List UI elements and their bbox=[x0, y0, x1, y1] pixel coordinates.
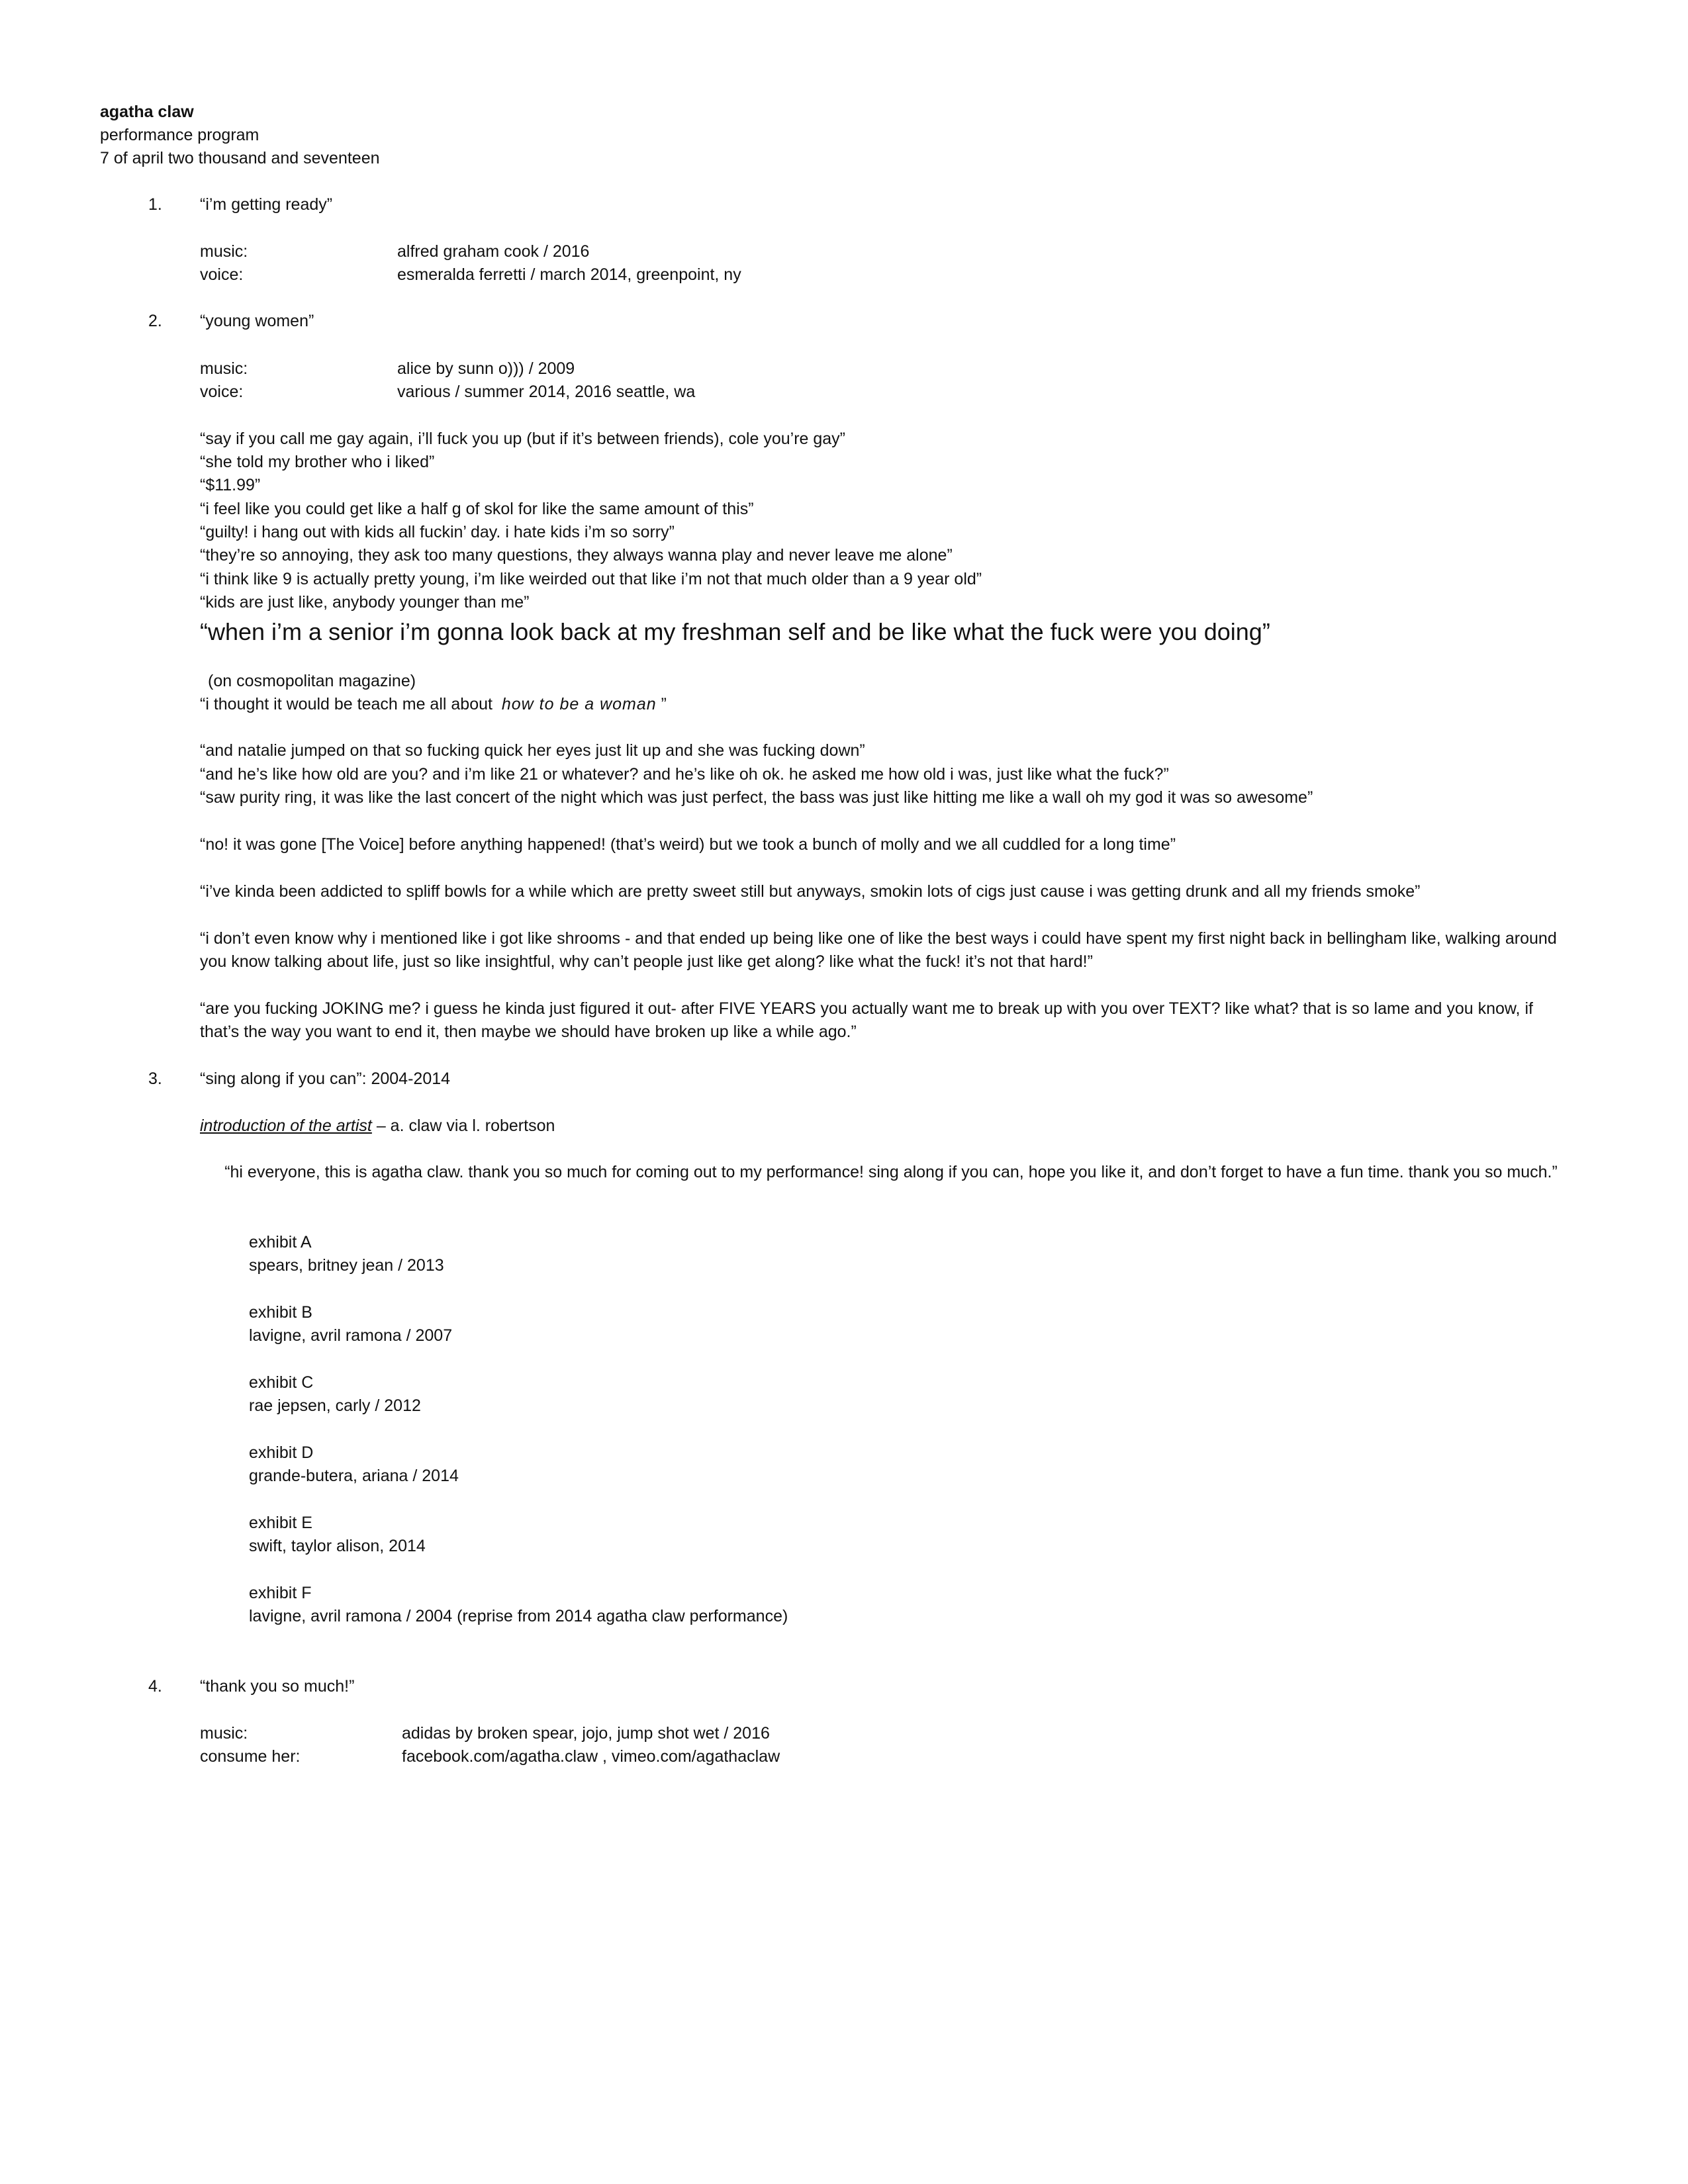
piece-number: 4. bbox=[148, 1677, 162, 1696]
exhibit-detail: rae jepsen, carly / 2012 bbox=[249, 1396, 421, 1415]
introduction-credit: – a. claw via l. robertson bbox=[371, 1116, 555, 1135]
quote-line: “kids are just like, anybody younger than me” bbox=[200, 593, 530, 612]
quote-line: “they’re so annoying, they ask too many questions, they always wanna play and never leave me alone” bbox=[200, 546, 953, 565]
piece-title: “young women” bbox=[200, 312, 314, 330]
quote-line: “i think like 9 is actually pretty young, i’m like weirded out that like i’m not that much older than a 9 year old” bbox=[200, 570, 982, 588]
exhibit-label: exhibit E bbox=[249, 1514, 312, 1532]
piece-title: “i’m getting ready” bbox=[200, 195, 333, 214]
exhibit-label: exhibit B bbox=[249, 1303, 312, 1322]
exhibit-label: exhibit F bbox=[249, 1584, 312, 1602]
credit-value: alice by sunn o))) / 2009 bbox=[397, 359, 575, 378]
credit-label: voice: bbox=[200, 383, 244, 401]
credit-label: music: bbox=[200, 359, 248, 378]
artist-name: agatha claw bbox=[100, 103, 194, 121]
quote-line: “and he’s like how old are you? and i’m like 21 or whatever? and he’s like oh ok. he asked me how old i was, just like what the fuck?” bbox=[200, 765, 1169, 784]
exhibit-detail: grande-butera, ariana / 2014 bbox=[249, 1467, 459, 1485]
quote-line: “i’ve kinda been addicted to spliff bowls for a while which are pretty sweet still but anyways, smokin lots of cigs just cause i was getting drunk and all my friends smoke” bbox=[200, 882, 1421, 901]
exhibit-detail: lavigne, avril ramona / 2004 (reprise from 2014 agatha claw performance) bbox=[249, 1607, 788, 1625]
piece-number: 2. bbox=[148, 312, 162, 330]
performance-date: 7 of april two thousand and seventeen bbox=[100, 149, 380, 167]
quote-line: “saw purity ring, it was like the last concert of the night which was just perfect, the bass was just like hitting me like a wall oh my god it was so awesome” bbox=[200, 788, 1313, 807]
piece-number: 3. bbox=[148, 1069, 162, 1088]
exhibit-label: exhibit A bbox=[249, 1233, 312, 1251]
quote-paragraph: “i don’t even know why i mentioned like i got like shrooms - and that ended up being like one of like the best ways i could have spent my first night back in bellingham like, walking around you know talking about life, just so like insightful, why can’t people just like get along? like what the fuck! it’s not that hard!” bbox=[200, 929, 1557, 971]
credit-value: facebook.com/agatha.claw , vimeo.com/agathaclaw bbox=[402, 1747, 780, 1766]
quote-line: “and natalie jumped on that so fucking quick her eyes just lit up and she was fucking down” bbox=[200, 741, 865, 760]
exhibit-detail: lavigne, avril ramona / 2007 bbox=[249, 1326, 453, 1345]
credit-value: esmeralda ferretti / march 2014, greenpoint, ny bbox=[397, 265, 741, 284]
exhibit-label: exhibit D bbox=[249, 1443, 314, 1462]
credit-label: music: bbox=[200, 242, 248, 261]
intro-quote: “hi everyone, this is agatha claw. thank you so much for coming out to my performance! sing along if you can, hope you like it, and don’t forget to have a fun time. thank you so much.” bbox=[224, 1163, 1558, 1181]
cosmo-note: (on cosmopolitan magazine) bbox=[208, 672, 416, 690]
exhibit-label: exhibit C bbox=[249, 1373, 314, 1392]
credit-value: alfred graham cook / 2016 bbox=[397, 242, 590, 261]
exhibit-detail: spears, britney jean / 2013 bbox=[249, 1256, 444, 1275]
piece-number: 1. bbox=[148, 195, 162, 214]
exhibit-detail: swift, taylor alison, 2014 bbox=[249, 1537, 426, 1555]
quote-line: “no! it was gone [The Voice] before anything happened! (that’s weird) but we took a bunch of molly and we all cuddled for a long time” bbox=[200, 835, 1176, 854]
piece-title: “thank you so much!” bbox=[200, 1677, 355, 1696]
cosmo-quote bbox=[200, 693, 667, 716]
quote-line: “$11.99” bbox=[200, 476, 261, 494]
quote-line: “i feel like you could get like a half g of skol for like the same amount of this” bbox=[200, 500, 754, 518]
piece-title: “sing along if you can”: 2004-2014 bbox=[200, 1069, 451, 1088]
credit-label: consume her: bbox=[200, 1747, 301, 1766]
credit-value: various / summer 2014, 2016 seattle, wa bbox=[397, 383, 696, 401]
large-quote: “when i’m a senior i’m gonna look back at my freshman self and be like what the fuck were you doing” bbox=[200, 618, 1270, 645]
credit-label: music: bbox=[200, 1724, 248, 1743]
quote-line: “guilty! i hang out with kids all fuckin’ day. i hate kids i’m so sorry” bbox=[200, 523, 675, 541]
quote-line: “she told my brother who i liked” bbox=[200, 453, 435, 471]
credit-label: voice: bbox=[200, 265, 244, 284]
quote-paragraph: “are you fucking JOKING me? i guess he kinda just figured it out- after FIVE YEARS you actually want me to break up with you over TEXT? like what? that is so lame and you know, if that’s the way you want to end it, then maybe we should have broken up like a while ago.” bbox=[200, 999, 1533, 1041]
credit-value: adidas by broken spear, jojo, jump shot wet / 2016 bbox=[402, 1724, 770, 1743]
cosmo-quote-end: ” bbox=[661, 695, 667, 713]
cosmo-quote-italic: how to be a woman bbox=[501, 695, 657, 713]
introduction-link: introduction of the artist bbox=[200, 1116, 372, 1135]
document-subtitle: performance program bbox=[100, 126, 259, 144]
artist-introduction bbox=[200, 1115, 555, 1138]
quote-line: “say if you call me gay again, i’ll fuck you up (but if it’s between friends), cole you’re gay” bbox=[200, 430, 845, 448]
cosmo-quote-start: “i thought it would be teach me all about bbox=[200, 695, 492, 713]
